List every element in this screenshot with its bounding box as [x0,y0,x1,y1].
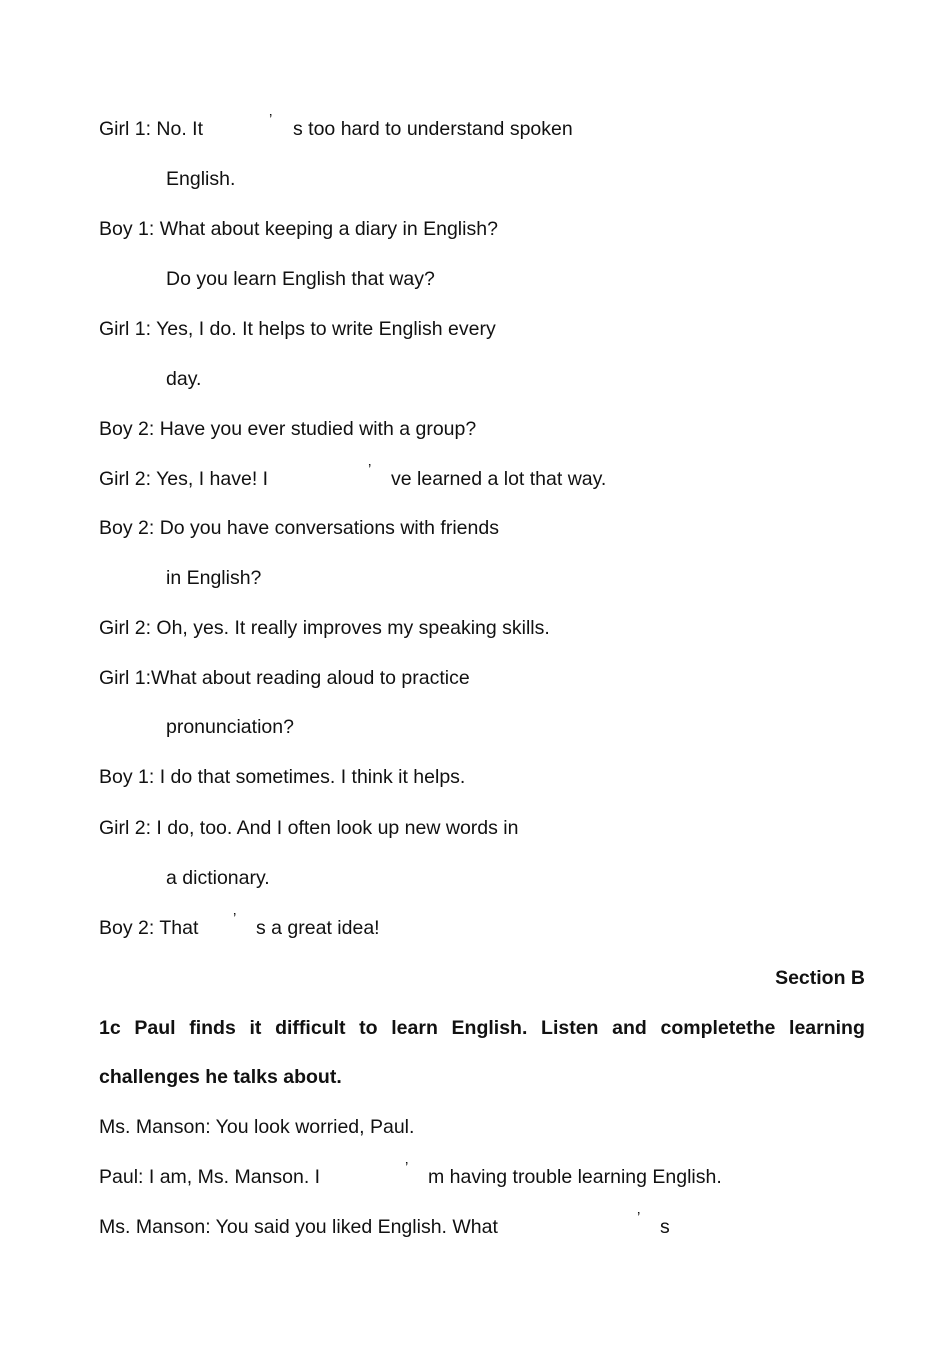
section-heading: Section B [775,967,865,989]
dialogue-line: Boy 1: What about keeping a diary in English? [99,218,498,240]
dialogue-line: Boy 2: That [99,917,199,939]
dialogue-line: Girl 1:What about reading aloud to practice [99,667,470,689]
dialogue-line: s too hard to understand spoken [293,118,573,140]
dialogue-line: s [660,1216,670,1238]
dialogue-line: Girl 2: Yes, I have! I [99,468,269,490]
dialogue-line: a dictionary. [166,867,270,889]
apostrophe-mark: ’ [637,1209,641,1226]
dialogue-line: Ms. Manson: You said you liked English. What [99,1216,498,1238]
dialogue-line: Boy 2: Do you have conversations with friends [99,517,499,539]
dialogue-line: in English? [166,567,262,589]
dialogue-line: pronunciation? [166,716,294,738]
instruction-word: to [359,1017,378,1039]
apostrophe-mark: ’ [405,1159,409,1176]
dialogue-line: Do you learn English that way? [166,268,435,290]
dialogue-line: English. [166,168,236,190]
dialogue-line: s a great idea! [256,917,380,939]
exercise-instruction-line2: challenges he talks about. [99,1066,342,1088]
dialogue-line: Girl 1: Yes, I do. It helps to write English every [99,318,496,340]
instruction-word: finds [189,1017,236,1039]
dialogue-line: day. [166,368,202,390]
dialogue-line: Paul: I am, Ms. Manson. I [99,1166,321,1188]
dialogue-line: Ms. Manson: You look worried, Paul. [99,1116,415,1138]
instruction-word: 1c [99,1017,121,1039]
instruction-word: English. [451,1017,528,1039]
exercise-instruction [99,1016,865,1040]
instruction-word: it [249,1017,262,1039]
instruction-word: difficult [275,1017,346,1039]
instruction-word: Paul [134,1017,176,1039]
dialogue-line: m having trouble learning English. [428,1166,722,1188]
apostrophe-mark: ’ [233,910,237,927]
dialogue-line: Girl 2: I do, too. And I often look up new words in [99,817,519,839]
instruction-word: learning [789,1017,865,1039]
dialogue-line: Boy 2: Have you ever studied with a group? [99,418,477,440]
dialogue-line: Girl 1: No. It [99,118,204,140]
apostrophe-mark: ’ [368,461,372,478]
dialogue-line: Girl 2: Oh, yes. It really improves my speaking skills. [99,617,550,639]
instruction-word: Listen [541,1017,599,1039]
instruction-word: completethe [660,1017,776,1039]
apostrophe-mark: ’ [269,111,273,128]
dialogue-line: Boy 1: I do that sometimes. I think it helps. [99,766,466,788]
dialogue-line: ve learned a lot that way. [391,468,607,490]
instruction-word: and [612,1017,647,1039]
instruction-word: learn [391,1017,438,1039]
